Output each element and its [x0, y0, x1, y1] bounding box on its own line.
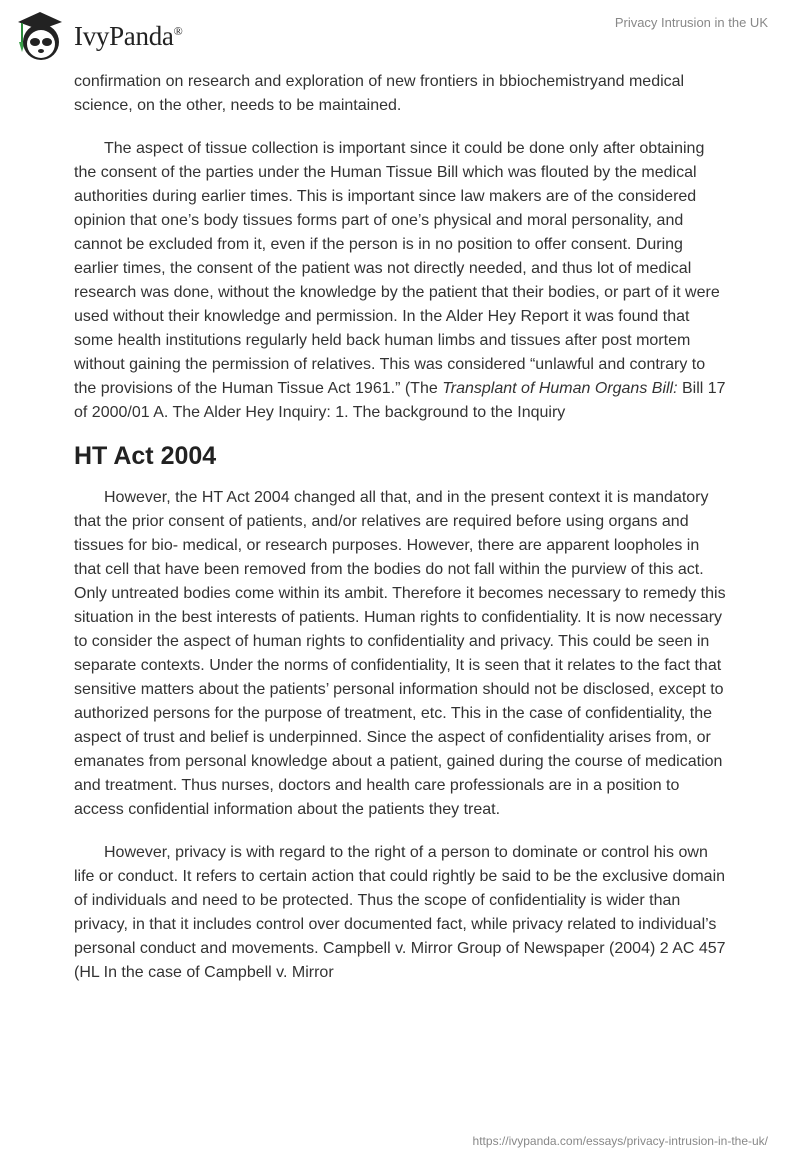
document-title: Privacy Intrusion in the UK — [614, 15, 768, 30]
bill-title: Transplant of Human Organs Bill: — [442, 380, 678, 397]
paragraph: However, privacy is with regard to the right of a person to dominate or control his own life or conduct. It refers to certain action that could rightly be said to be the exclusive domain of individuals and need to be protected. Thus the scope of confidentiality is wider than privacy, in that it includes control over documented fact, while privacy related to individual’s personal conduct and movements. Campbell v. Mirror Group of Newspaper (2004) 2 AC 457 (HL In the case of Campbell v. Mirror — [74, 844, 726, 981]
paragraph: confirmation on research and exploration of new frontiers in bbiochemistryand medical science, on the other, needs to be maintained. — [74, 73, 685, 114]
essay-body — [74, 70, 726, 1004]
logo-text: IvyPanda — [74, 20, 174, 51]
paragraph: However, the HT Act 2004 changed all that, and in the present context it is mandatory that the prior consent of patients, and/or relatives are required before using organs and tissues for bio- medical, or research purposes. However, there are apparent loopholes in that cell that have been removed from the bodies do not fall within the purview of this act. Only untreated bodies come within its ambit. Therefore it becomes necessary to remedy this situation in the best interests of patients. Human rights to confidentiality. It is now necessary to consider the aspect of human rights to confidentiality and privacy. This could be seen in separate contexts. Under the norms of confidentiality, It is seen that it relates to the fact that sensitive matters about the patients’ personal information should not be disclosed, except to authorized persons for the purpose of treatment, etc. This in the case of confidentiality, the aspect of trust and belief is underpinned. Since the aspect of confidentiality arises from, or emanates from personal knowledge about a patient, gained during the course of medication and treatment. Thus nurses, doctors and health care professionals are in a position to access confidential information about the patients they treat. — [74, 489, 726, 818]
source-url[interactable]: https://ivypanda.com/essays/privacy-intrusion-in-the-uk/ — [472, 1134, 768, 1148]
registered-mark: ® — [173, 23, 183, 38]
paragraph: The aspect of tissue collection is important since it could be done only after obtaining the consent of the parties under the Human Tissue Bill which was flouted by the medical authorities during earlier times. This is important since law makers are of the considered opinion that one’s body tissues forms part of one’s physical and moral personality, and cannot be excluded from it, even if the person is in no position to offer consent. During earlier times, the consent of the patient was not directly needed, and thus lot of medical research was done, without the knowledge by the patient that their bodies, or part of it were used without their knowledge and permission. In the Alder Hey Report it was found that some health institutions regularly held back human limbs and tissues after post mortem without gaining the permission of relatives. This was considered “unlawful and contrary to the provisions of the Human Tissue Act 1961.” (The Transplant of Human Organs Bill: Bill 17 of 2000/01 A. The Alder Hey Inquiry: 1. The background to the Inquiry — [74, 140, 726, 421]
panda-graduate-icon — [12, 8, 68, 64]
ivypanda-logo[interactable] — [12, 8, 182, 64]
page-header — [0, 0, 800, 60]
section-heading: HT Act 2004 — [74, 442, 217, 470]
